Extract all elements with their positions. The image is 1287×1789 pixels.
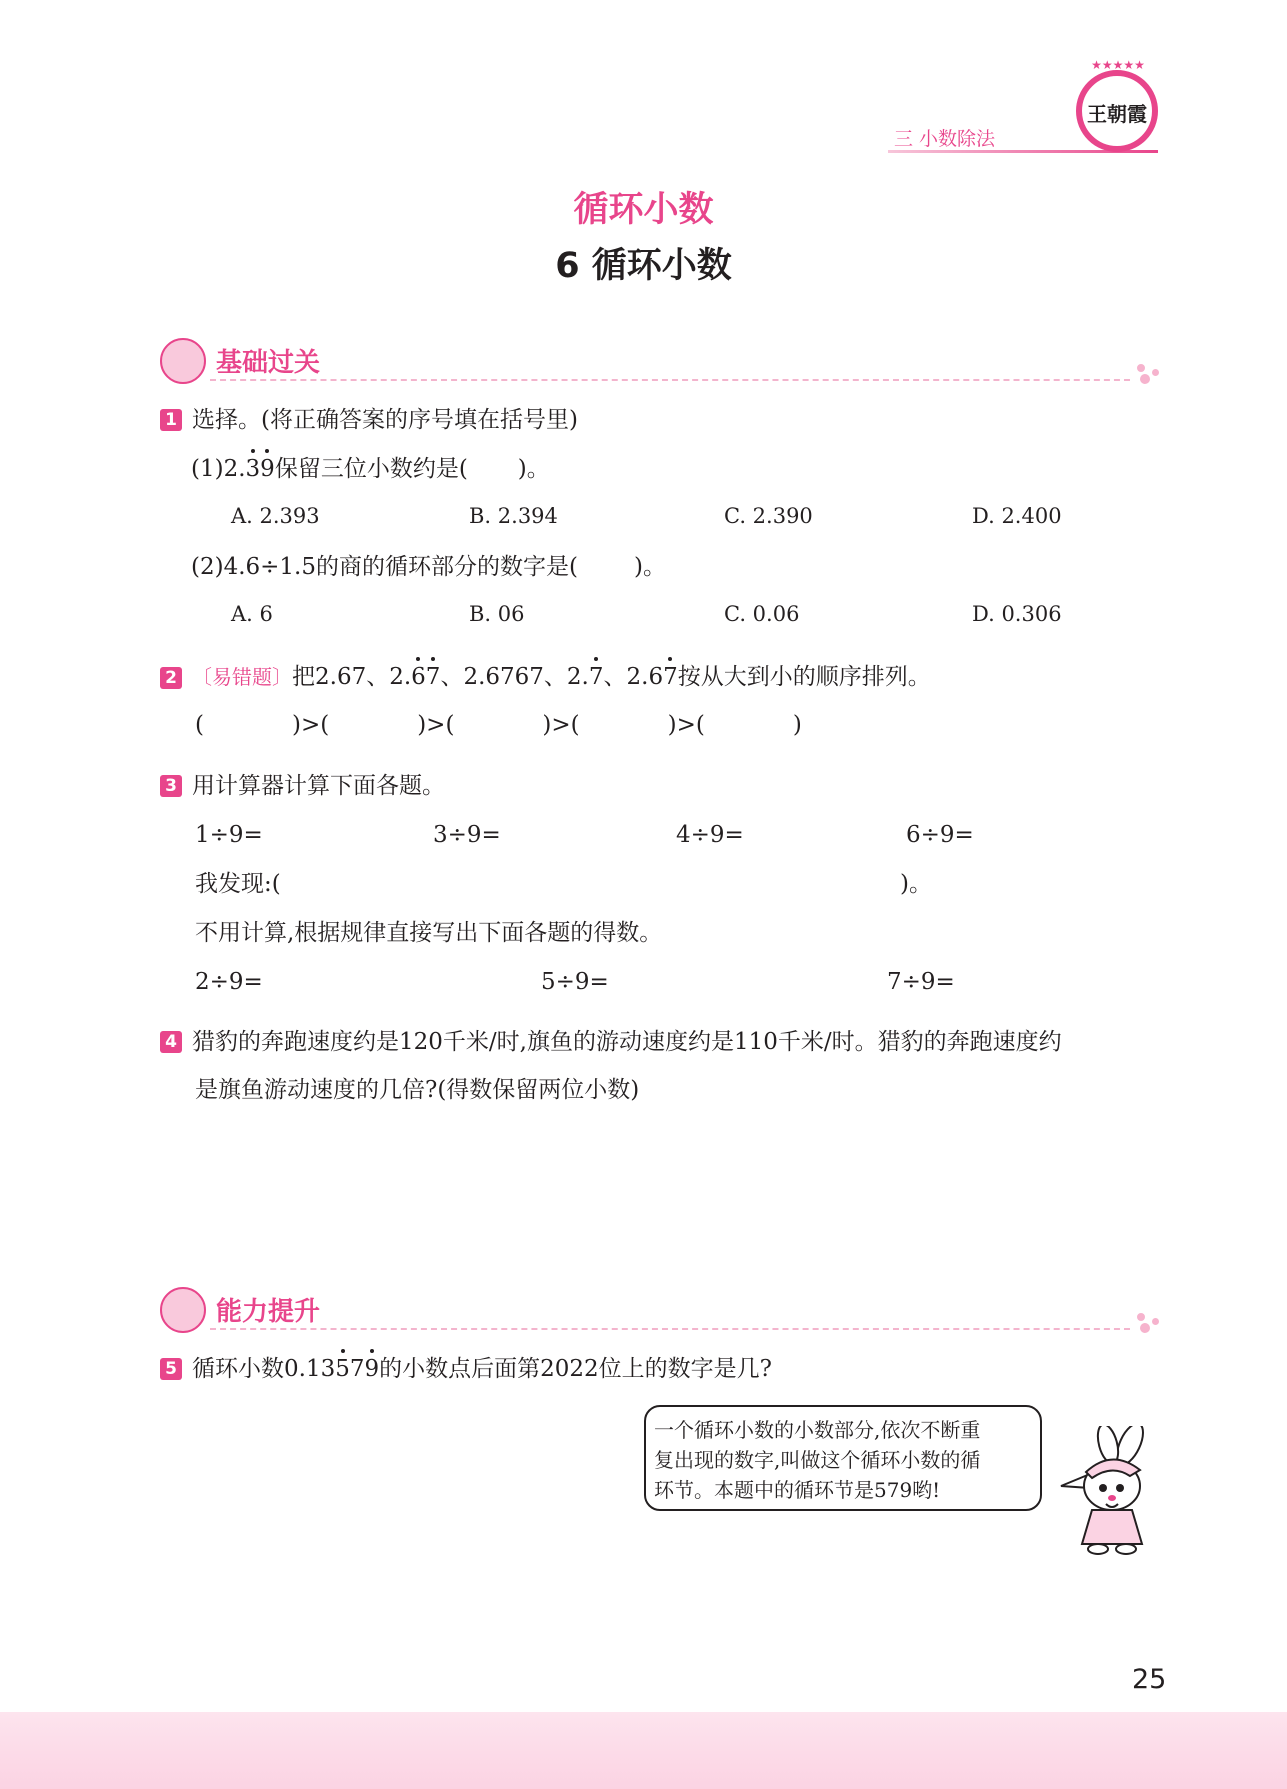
section-title: 循环小数 xyxy=(573,190,714,230)
q1-sub2 xyxy=(191,552,666,582)
q2-repeat-digit-2: 7 xyxy=(425,664,441,690)
q4-line-1: 猎豹的奔跑速度约是120千米/时,旗鱼的游动速度约是110千米/时。猎豹的奔跑速度约 xyxy=(192,1029,1062,1055)
q3-expr-6: 6÷9= xyxy=(906,822,974,848)
q1-sub1-repeat-digit-2: 9 xyxy=(260,456,275,482)
q3-expr-4: 4÷9= xyxy=(676,822,744,848)
q2-blank-sep-1: )>( xyxy=(291,712,330,738)
page-number: 25 xyxy=(1132,1664,1167,1695)
q1-sub1-repeat-digit-1: 3 xyxy=(245,456,261,482)
logo-stars: ★★★★★ xyxy=(1091,58,1145,72)
q3-expr-2: 2÷9= xyxy=(195,969,263,995)
q2-blank-close: ) xyxy=(792,712,802,738)
q3-expr-5: 5÷9= xyxy=(541,969,609,995)
q1-sub1-option-b: B. 2.394 xyxy=(469,504,558,528)
q3-expr-3: 3÷9= xyxy=(433,822,501,848)
q5-repeat-digit-end: 9 xyxy=(364,1356,380,1382)
basic-section-heading: 基础过关 xyxy=(216,348,321,378)
q2-repeat-digit-1: 6 xyxy=(411,664,426,690)
q2-blank-sep-3: )>( xyxy=(542,712,580,738)
q2-text-4: 按从大到小的顺序排列。 xyxy=(677,664,931,690)
q4-line-2: 是旗鱼游动速度的几倍?(得数保留两位小数) xyxy=(195,1077,640,1103)
q3-expr-7: 7÷9= xyxy=(887,969,955,995)
brand-logo xyxy=(1076,58,1158,152)
hint-line-1: 一个循环小数的小数部分,依次不断重 xyxy=(654,1418,981,1442)
advanced-divider xyxy=(210,1328,1130,1330)
q2-text-3: 、2.6 xyxy=(603,664,664,690)
question-number-4: 4 xyxy=(160,1031,182,1053)
q1-sub1-suffix: 保留三位小数约是( xyxy=(274,456,468,482)
q1-sub1-prefix: (1)2. xyxy=(191,456,246,482)
q2-blank-sep-2: )>( xyxy=(417,712,455,738)
chapter-label: 三 小数除法 xyxy=(894,128,996,150)
q5-stem xyxy=(192,1354,772,1384)
q1-sub1-option-c: C. 2.390 xyxy=(724,504,813,528)
q3-instruction: 不用计算,根据规律直接写出下面各题的得数。 xyxy=(195,920,663,946)
q1-sub1 xyxy=(191,454,550,484)
basic-mascot-icon xyxy=(160,338,206,384)
basic-divider xyxy=(210,379,1130,381)
q5-text-2: 的小数点后面第2022位上的数字是几? xyxy=(379,1356,773,1382)
q2-answer-blanks xyxy=(195,710,802,740)
q2-repeat-digit-4: 7 xyxy=(663,664,678,690)
q1-sub2-option-c: C. 0.06 xyxy=(724,602,800,626)
hint-bubble xyxy=(644,1405,1042,1511)
q1-sub1-option-d: D. 2.400 xyxy=(972,504,1062,528)
footer-band xyxy=(0,1712,1287,1789)
q5-text-1: 循环小数0.13 xyxy=(192,1356,336,1382)
q1-sub1-close: )。 xyxy=(517,456,550,482)
q2-stem xyxy=(192,662,931,692)
hint-line-2: 复出现的数字,叫做这个循环小数的循 xyxy=(654,1448,981,1472)
q2-blank-sep-4: )>( xyxy=(667,712,705,738)
lesson-title: 6 循环小数 xyxy=(555,246,732,286)
q2-text-1: 把2.67、2. xyxy=(292,664,412,690)
question-number-1: 1 xyxy=(160,409,182,431)
hint-line-3: 环节。本题中的循环节是579哟! xyxy=(654,1478,941,1502)
q3-stem: 用计算器计算下面各题。 xyxy=(192,773,445,799)
q1-sub2-option-d: D. 0.306 xyxy=(972,602,1062,626)
advanced-section-heading: 能力提升 xyxy=(216,1297,321,1327)
question-number-5: 5 xyxy=(160,1358,182,1380)
q1-sub2-stem: (2)4.6÷1.5的商的循环部分的数字是( xyxy=(191,554,578,580)
question-number-2: 2 xyxy=(160,667,182,689)
question-number-3: 3 xyxy=(160,775,182,797)
advanced-mascot-icon xyxy=(160,1287,206,1333)
q2-blank-open: ( xyxy=(195,712,204,738)
q2-tag: 〔易错题〕 xyxy=(192,665,292,689)
q1-sub2-close: )。 xyxy=(633,554,666,580)
q1-sub2-option-a: A. 6 xyxy=(231,602,273,626)
q3-discover-open: 我发现:( xyxy=(195,871,281,897)
logo-text: 王朝霞 xyxy=(1087,102,1147,126)
q1-sub1-option-a: A. 2.393 xyxy=(231,504,320,528)
q5-repeat-digit-mid: 7 xyxy=(349,1356,365,1382)
q2-repeat-digit-3: 7 xyxy=(588,664,604,690)
q5-repeat-digit-start: 5 xyxy=(335,1356,350,1382)
q3-discover-close: )。 xyxy=(900,871,932,897)
q1-sub2-option-b: B. 06 xyxy=(469,602,525,626)
q1-stem: 选择。(将正确答案的序号填在括号里) xyxy=(192,407,578,433)
bunny-mascot-icon xyxy=(1060,1426,1170,1556)
q2-text-2: 、2.6767、2. xyxy=(440,664,589,690)
q3-expr-1: 1÷9= xyxy=(195,822,263,848)
